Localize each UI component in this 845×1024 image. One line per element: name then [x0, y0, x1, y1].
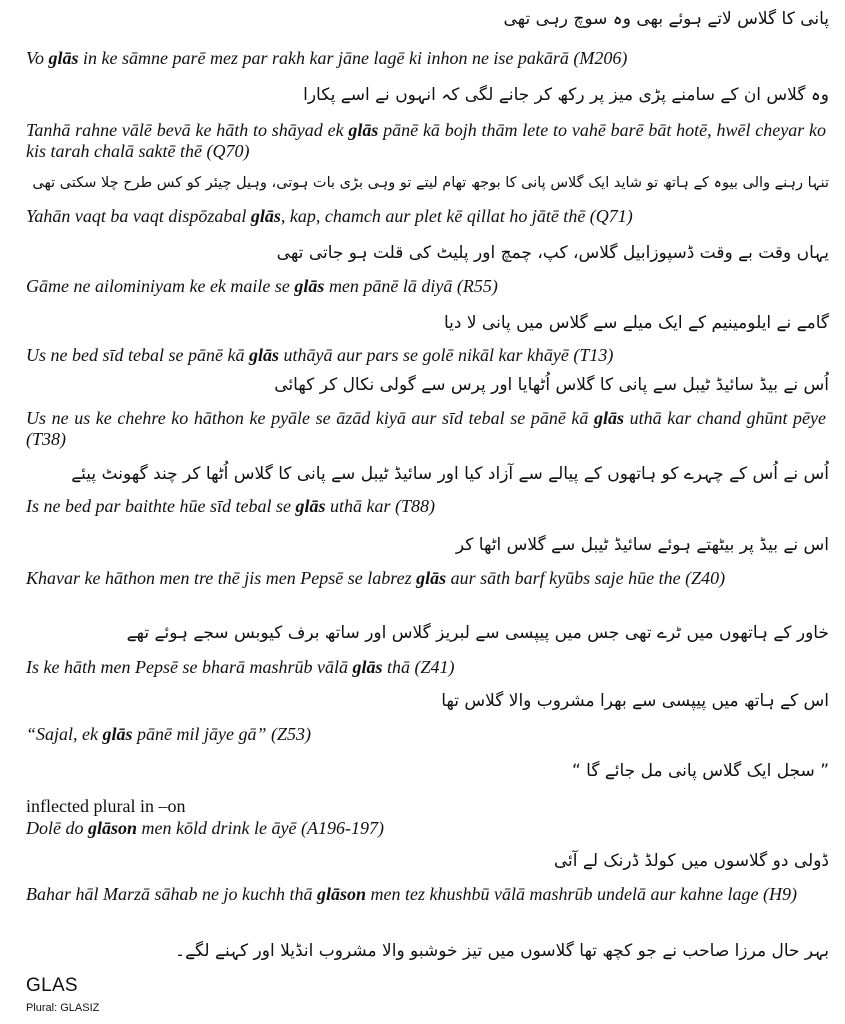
translit-line	[26, 657, 826, 678]
glas-word: glāson	[316, 884, 367, 904]
translit-line	[26, 276, 826, 297]
translit-pre: Is ke hāth men Pepsē se bharā mashrūb vālā	[26, 657, 353, 677]
urdu-line: اُس نے بیڈ سائیڈ ٹیبل سے پانی کا گلاس اُٹھایا اور پرس سے گولی نکال کر کھائی	[274, 375, 829, 395]
translit-line	[26, 724, 826, 745]
urdu-line: یہاں وقت بے وقت ڈسپوزابیل گلاس، کپ، چمچ اور پلیٹ کی قلت ہو جاتی تھی	[276, 243, 829, 263]
translit-line	[26, 568, 826, 589]
translit-line	[26, 48, 826, 69]
translit-post: pānē mil jāye gā” (Z53)	[132, 724, 311, 744]
translit-pre: Vo	[26, 48, 49, 68]
translit-post: uthā kar chand ghūnt pēye (T38)	[26, 408, 827, 449]
translit-post: uthāyā aur pars se golē nikāl kar khāyē (T13)	[278, 345, 614, 365]
glas-word: glās	[48, 48, 79, 68]
translit-pre: Us ne us ke chehre ko hāthon ke pyāle se āzād kiyā aur sīd tebal se pānē kā	[26, 408, 595, 428]
glas-word: glās	[102, 724, 133, 744]
urdu-line: اُس نے اُس کے چہرے کو ہاتھوں کے پیالے سے آزاد کیا اور سائیڈ ٹیبل سے پانی کا گلاس اُٹھا کر چند گھونٹ پیئے	[71, 464, 829, 484]
translit-pre: Bahar hāl Marzā sāhab ne jo kuchh thā	[26, 884, 317, 904]
translit-pre: Yahān vaqt ba vaqt dispōzabal	[26, 206, 251, 226]
translit-pre: Tanhā rahne vālē bevā ke hāth to shāyad ek	[26, 120, 349, 140]
plural-subheading: Plural: GLASIZ	[26, 1002, 100, 1014]
urdu-line: ڈولی دو گلاسوں میں کولڈ ڈرنک لے آئی	[553, 851, 829, 871]
urdu-line: تنہا رہنے والی بیوہ کے ہاتھ تو شاید ایک گلاس پانی کا بوجھ تھام لیتے تو وہی بڑی بات ہوتی، وہیل چیئر کو کس طرح چلا سکتی تھی	[32, 175, 829, 191]
urdu-line: وہ گلاس ان کے سامنے پڑی میز پر رکھ کر جانے لگی کہ انہوں نے اسے پکارا	[303, 85, 829, 105]
glas-word: glās	[594, 408, 625, 428]
translit-line	[26, 818, 826, 839]
glas-word: glāson	[88, 818, 138, 838]
urdu-line: ” سجل ایک گلاس پانی مل جائے گا “	[571, 761, 829, 781]
translit-pre: Is ne bed par baithte hūe sīd tebal se	[26, 496, 296, 516]
translit-line	[26, 408, 826, 450]
glas-word: glās	[248, 345, 279, 365]
translit-post: aur sāth barf kyūbs saje hūe the (Z40)	[446, 568, 726, 588]
translit-pre: Khavar ke hāthon men tre thē jis men Pepsē se labrez	[26, 568, 417, 588]
glas-word: glās	[348, 120, 379, 140]
glas-word: glās	[295, 496, 326, 516]
urdu-line: گامے نے ایلومینیم کے ایک میلے سے گلاس میں پانی لا دیا	[443, 313, 829, 333]
headword-title: GLAS	[26, 975, 78, 996]
glas-word: glās	[416, 568, 447, 588]
translit-line	[26, 345, 826, 366]
translit-post: men pānē lā diyā (R55)	[324, 276, 498, 296]
glas-word: glās	[294, 276, 325, 296]
urdu-line: اس کے ہاتھ میں پیپسی سے بھرا مشروب والا گلاس تھا	[441, 691, 829, 711]
translit-post: men tez khushbū vālā mashrūb undelā aur kahne lage (H9)	[366, 884, 797, 904]
translit-pre: Gāme ne ailominiyam ke ek maile se	[26, 276, 295, 296]
urdu-line: اس نے بیڈ پر بیٹھتے ہوئے سائیڈ ٹیبل سے گلاس اٹھا کر	[455, 535, 829, 555]
urdu-line: بہر حال مرزا صاحب نے جو کچھ تھا گلاسوں میں تیز خوشبو والا مشروب انڈیلا اور کہنے لگے۔	[175, 941, 829, 961]
translit-post: , kap, chamch aur plet kē qillat ho jātē thē (Q71)	[280, 206, 633, 226]
glas-word: glās	[352, 657, 383, 677]
translit-line	[26, 206, 826, 227]
translit-pre: Dolē do	[26, 818, 88, 838]
translit-post: pānē kā bojh thām lete to vahē barē bāt hotē, hwēl cheyar ko kis tarah chalā saktē thē (Q70)	[26, 120, 826, 161]
translit-post: men kōld drink le āyē (A196-197)	[137, 818, 384, 838]
urdu-line: پانی کا گلاس لاتے ہوئے بھی وہ سوچ رہی تھی	[503, 9, 829, 29]
translit-post: uthā kar (T88)	[325, 496, 435, 516]
translit-pre: “Sajal, ek	[26, 724, 103, 744]
plural-note: inflected plural in –on	[26, 796, 186, 816]
translit-line	[26, 120, 826, 162]
translit-line	[26, 496, 826, 517]
translit-line	[26, 884, 826, 905]
translit-pre: Us ne bed sīd tebal se pānē kā	[26, 345, 249, 365]
glas-word: glās	[250, 206, 281, 226]
translit-post: thā (Z41)	[382, 657, 455, 677]
urdu-line: خاور کے ہاتھوں میں ٹرے تھی جس میں پیپسی سے لبریز گلاس اور ساتھ برف کیوبس سجے ہوئے تھے	[126, 623, 829, 643]
translit-post: in ke sāmne parē mez par rakh kar jāne lagē ki inhon ne ise pakārā (M206)	[78, 48, 628, 68]
